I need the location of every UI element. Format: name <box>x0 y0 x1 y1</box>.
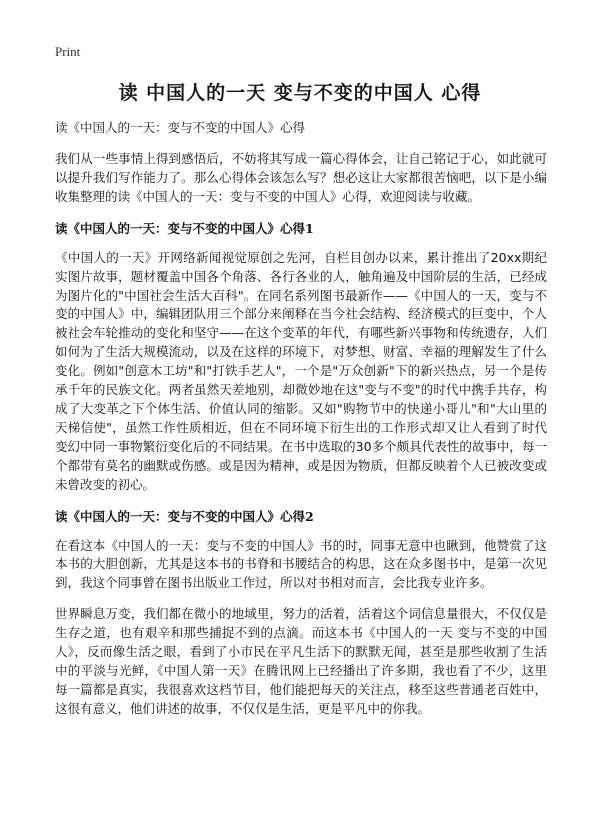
print-link[interactable]: Print <box>55 44 81 59</box>
section-2-paragraph-1: 在看这本《中国人的一天：变与不变的中国人》书的时，同事无意中也瞅到，他赞赏了这本书的大胆创新，尤其是这本书的书脊和书腰结合的构思，这在众多图书中，是第一次见到，我这个同事曾在图书出版业工作过，所以对书相对而言，会比我专业许多。 <box>55 537 547 591</box>
article-body <box>55 118 547 731</box>
intro-paragraph: 我们从一些事情上得到感悟后，不妨将其写成一篇心得体会，让自己铭记于心，如此就可以提升我们写作能力了。那么心得体会该怎么写？想必这让大家都很苦恼吧，以下是小编收集整理的读《中国人的一天：变与不变的中国人》心得，欢迎阅读与收藏。 <box>55 151 547 204</box>
section-heading-1: 读《中国人的一天：变与不变的中国人》心得1 <box>55 220 314 236</box>
section-1-paragraph-1: 《中国人的一天》开网络新闻视觉原创之先河，自栏目创办以来，累计推出了20xx期纪实图片故事，题材覆盖中国各个角落、各行各业的人，触角遍及中国阶层的生活，已经成为图片化的"中国社会生活大百科"。在同名系列图书最新作——《中国人的一天，变与不变的中国人》中，编辑团队用三个部分来阐释在当今社会结构、经济模式的巨变中，个人被社会车轮推动的变化和坚守——在这个变革的年代，有哪些新兴事物和传统遗存，人们如何为了生活大规模流动，以及在这样的环境下，对梦想、财富、幸福的理解发生了什么变化。例如"创意木工坊"和"打铁手艺人"，一个是"万众创新"下的新兴热点，另一个是传承千年的民族文化。两者虽然天差地别，却微妙地在这"变与不变"的时代中携手共存，构成了大变革之下个体生活、价值认同的缩影。又如"购物节中的快递小哥儿"和"大山里的天梯信使"，虽然工作性质相近，但在不同环境下衍生出的工作形式却又让人看到了时代变幻中同一事物繁衍变化后的不同结果。在书中选取的30多个颇具代表性的故事中，每一个都带有莫名的幽默或伤感。或是因为精神，或是因为物质，但都反映着个人已被改变或未曾改变的初心。 <box>55 249 547 492</box>
section-2-paragraph-2: 世界瞬息万变，我们都在微小的地域里，努力的活着，活着这个词信息量很大，不仅仅是生存之道，也有艰辛和那些捕捉不到的点滴。而这本书《中国人的一天 变与不变的中国人》，反而像生活之眼，看到了小市民在平凡生活下的默默无闻，甚至是那些收割了生活中的平淡与光鲜，《中国人第一天》在腾讯网上已经播出了许多期，我也看了不少，这里每一篇都是真实，我很喜欢这档节目，他们能把每天的关注点，移至这些普通老百姓中，这很有意义，他们讲述的故事，不仅仅是生活，更是平凡中的你我。 <box>55 606 547 716</box>
article-subtitle: 读《中国人的一天：变与不变的中国人》心得 <box>55 120 306 135</box>
section-heading-2: 读《中国人的一天：变与不变的中国人》心得2 <box>55 508 314 524</box>
page-title: 读 中国人的一天 变与不变的中国人 心得 <box>118 82 482 104</box>
